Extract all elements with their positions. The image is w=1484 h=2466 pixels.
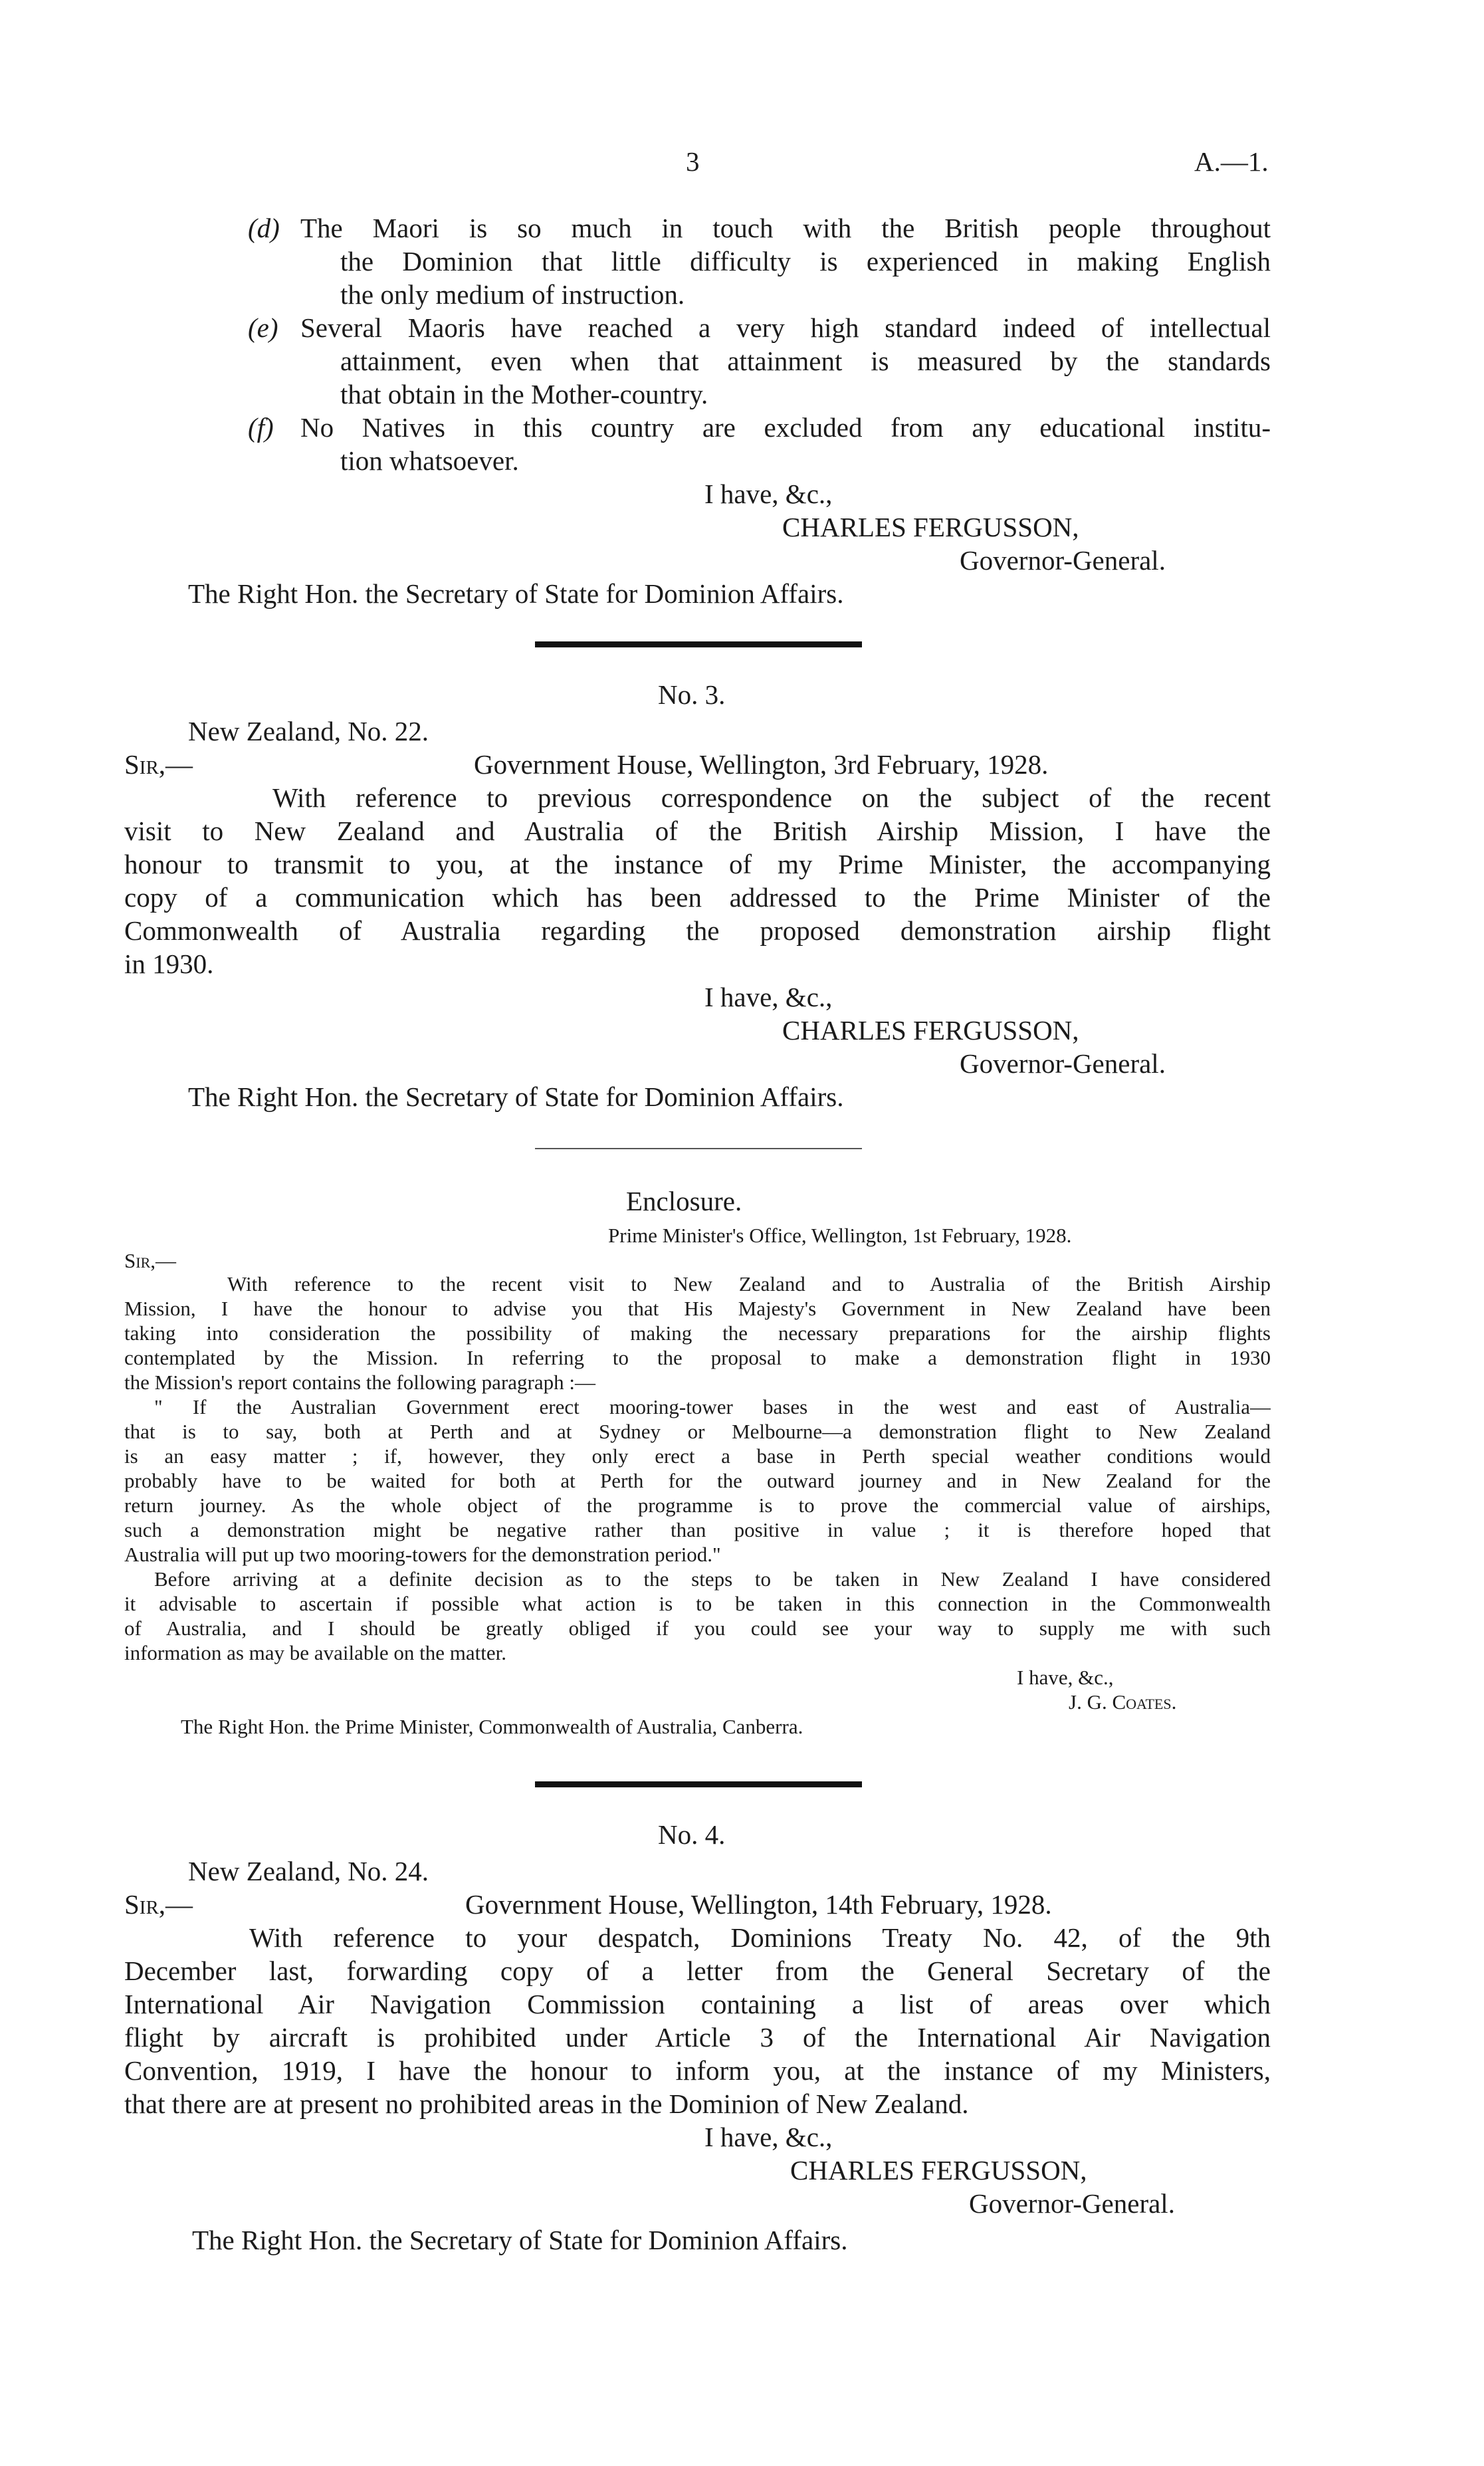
- quote-line: " If the Australian Government erect mooring-tower bases in the west and east of Australia—: [154, 1395, 1271, 1418]
- signatory-title: Governor-General.: [969, 2188, 1175, 2219]
- enclosure-line: taking into consideration the possibility of making the necessary preparations for the airship flights: [124, 1321, 1271, 1345]
- body-line: in 1930.: [124, 949, 214, 979]
- despatch-reference: New Zealand, No. 22.: [188, 716, 429, 746]
- body-line: flight by aircraft is prohibited under Article 3 of the International Air Navigation: [124, 2022, 1271, 2053]
- enclosure-line: of Australia, and I should be greatly obliged if you could see your way to supply me with such: [124, 1617, 1271, 1640]
- signatory-name: J. G. Coates.: [1069, 1690, 1177, 1714]
- quote-line: return journey. As the whole object of the programme is to prove the commercial value of airships,: [124, 1494, 1271, 1517]
- section-heading: No. 3.: [658, 679, 726, 710]
- signatory-name: CHARLES FERGUSSON,: [782, 1015, 1079, 1046]
- body-line: With reference to your despatch, Dominions Treaty No. 42, of the 9th: [249, 1922, 1271, 1953]
- signatory-name: CHARLES FERGUSSON,: [790, 2155, 1087, 2186]
- salutation: Sir,—: [124, 1249, 176, 1272]
- section-heading: No. 4.: [658, 1819, 726, 1850]
- quote-line: Australia will put up two mooring-towers for the demonstration period.": [124, 1543, 721, 1566]
- closing: I have, &c.,: [704, 2122, 833, 2152]
- page-number: 3: [686, 146, 700, 177]
- list-marker: (e): [248, 312, 278, 343]
- quote-line: is an easy matter ; if, however, they only erect a base in Perth special weather conditions would: [124, 1444, 1271, 1468]
- section-rule: [535, 641, 862, 647]
- enclosure-dateline: Prime Minister's Office, Wellington, 1st February, 1928.: [608, 1224, 1072, 1247]
- dateline: Government House, Wellington, 14th February, 1928.: [465, 1889, 1052, 1920]
- body-line: honour to transmit to you, at the instance of my Prime Minister, the accompanying: [124, 849, 1271, 879]
- addressee: The Right Hon. the Secretary of State for Dominion Affairs.: [188, 578, 844, 609]
- salutation: Sir,—: [124, 749, 193, 780]
- list-line: tion whatsoever.: [340, 445, 519, 476]
- enclosure-line: contemplated by the Mission. In referring to the proposal to make a demonstration flight in 1930: [124, 1346, 1271, 1369]
- body-line: copy of a communication which has been addressed to the Prime Minister of the: [124, 882, 1271, 913]
- dateline: Government House, Wellington, 3rd February, 1928.: [474, 749, 1049, 780]
- addressee: The Right Hon. the Secretary of State for Dominion Affairs.: [188, 1081, 844, 1112]
- signatory-name: CHARLES FERGUSSON,: [782, 512, 1079, 542]
- body-line: Convention, 1919, I have the honour to inform you, at the instance of my Ministers,: [124, 2055, 1271, 2086]
- body-line: visit to New Zealand and Australia of the British Airship Mission, I have the: [124, 816, 1271, 846]
- enclosure-heading: Enclosure.: [626, 1186, 742, 1216]
- quote-line: that is to say, both at Perth and at Sydney or Melbourne—a demonstration flight to New Zealand: [124, 1420, 1271, 1443]
- enclosure-line: With reference to the recent visit to New Zealand and to Australia of the British Airship: [227, 1272, 1271, 1295]
- closing: I have, &c.,: [704, 479, 833, 509]
- body-line: International Air Navigation Commission containing a list of areas over which: [124, 1989, 1271, 2019]
- quote-line: probably have to be waited for both at Perth for the outward journey and in New Zealand for the: [124, 1469, 1271, 1492]
- signatory-title: Governor-General.: [960, 545, 1166, 576]
- enclosure-line: Before arriving at a definite decision as to the steps to be taken in New Zealand I have considered: [154, 1567, 1271, 1591]
- body-line: With reference to previous correspondence on the subject of the recent: [272, 782, 1271, 813]
- section-divider: [535, 1148, 862, 1149]
- list-line: attainment, even when that attainment is measured by the standards: [340, 346, 1271, 376]
- body-line: that there are at present no prohibited areas in the Dominion of New Zealand.: [124, 2088, 969, 2119]
- enclosure-line: information as may be available on the matter.: [124, 1641, 507, 1664]
- enclosure-line: the Mission's report contains the following paragraph :—: [124, 1371, 595, 1394]
- document-reference: A.—1.: [1194, 146, 1269, 177]
- signatory-title: Governor-General.: [960, 1048, 1166, 1079]
- list-line: No Natives in this country are excluded from any educational institu-: [300, 412, 1271, 443]
- list-marker: (d): [248, 213, 280, 243]
- addressee: The Right Hon. the Secretary of State for Dominion Affairs.: [192, 2225, 848, 2255]
- enclosure-line: Mission, I have the honour to advise you that His Majesty's Government in New Zealand have been: [124, 1297, 1271, 1320]
- list-marker: (f): [248, 412, 274, 443]
- list-line: the Dominion that little difficulty is experienced in making English: [340, 246, 1271, 277]
- enclosure-line: it advisable to ascertain if possible what action is to be taken in this connection in the Commonwealth: [124, 1592, 1271, 1615]
- list-line: The Maori is so much in touch with the British people throughout: [300, 213, 1271, 243]
- salutation: Sir,—: [124, 1889, 193, 1920]
- addressee: The Right Hon. the Prime Minister, Commonwealth of Australia, Canberra.: [181, 1715, 803, 1738]
- despatch-reference: New Zealand, No. 24.: [188, 1856, 429, 1886]
- closing: I have, &c.,: [1017, 1666, 1114, 1689]
- list-line: that obtain in the Mother-country.: [340, 379, 708, 409]
- list-line: Several Maoris have reached a very high standard indeed of intellectual: [300, 312, 1271, 343]
- quote-line: such a demonstration might be negative rather than positive in value ; it is therefore hoped that: [124, 1518, 1271, 1541]
- body-line: December last, forwarding copy of a letter from the General Secretary of the: [124, 1956, 1271, 1986]
- body-line: Commonwealth of Australia regarding the proposed demonstration airship flight: [124, 915, 1271, 946]
- closing: I have, &c.,: [704, 982, 833, 1012]
- section-rule: [535, 1781, 862, 1787]
- list-line: the only medium of instruction.: [340, 279, 685, 310]
